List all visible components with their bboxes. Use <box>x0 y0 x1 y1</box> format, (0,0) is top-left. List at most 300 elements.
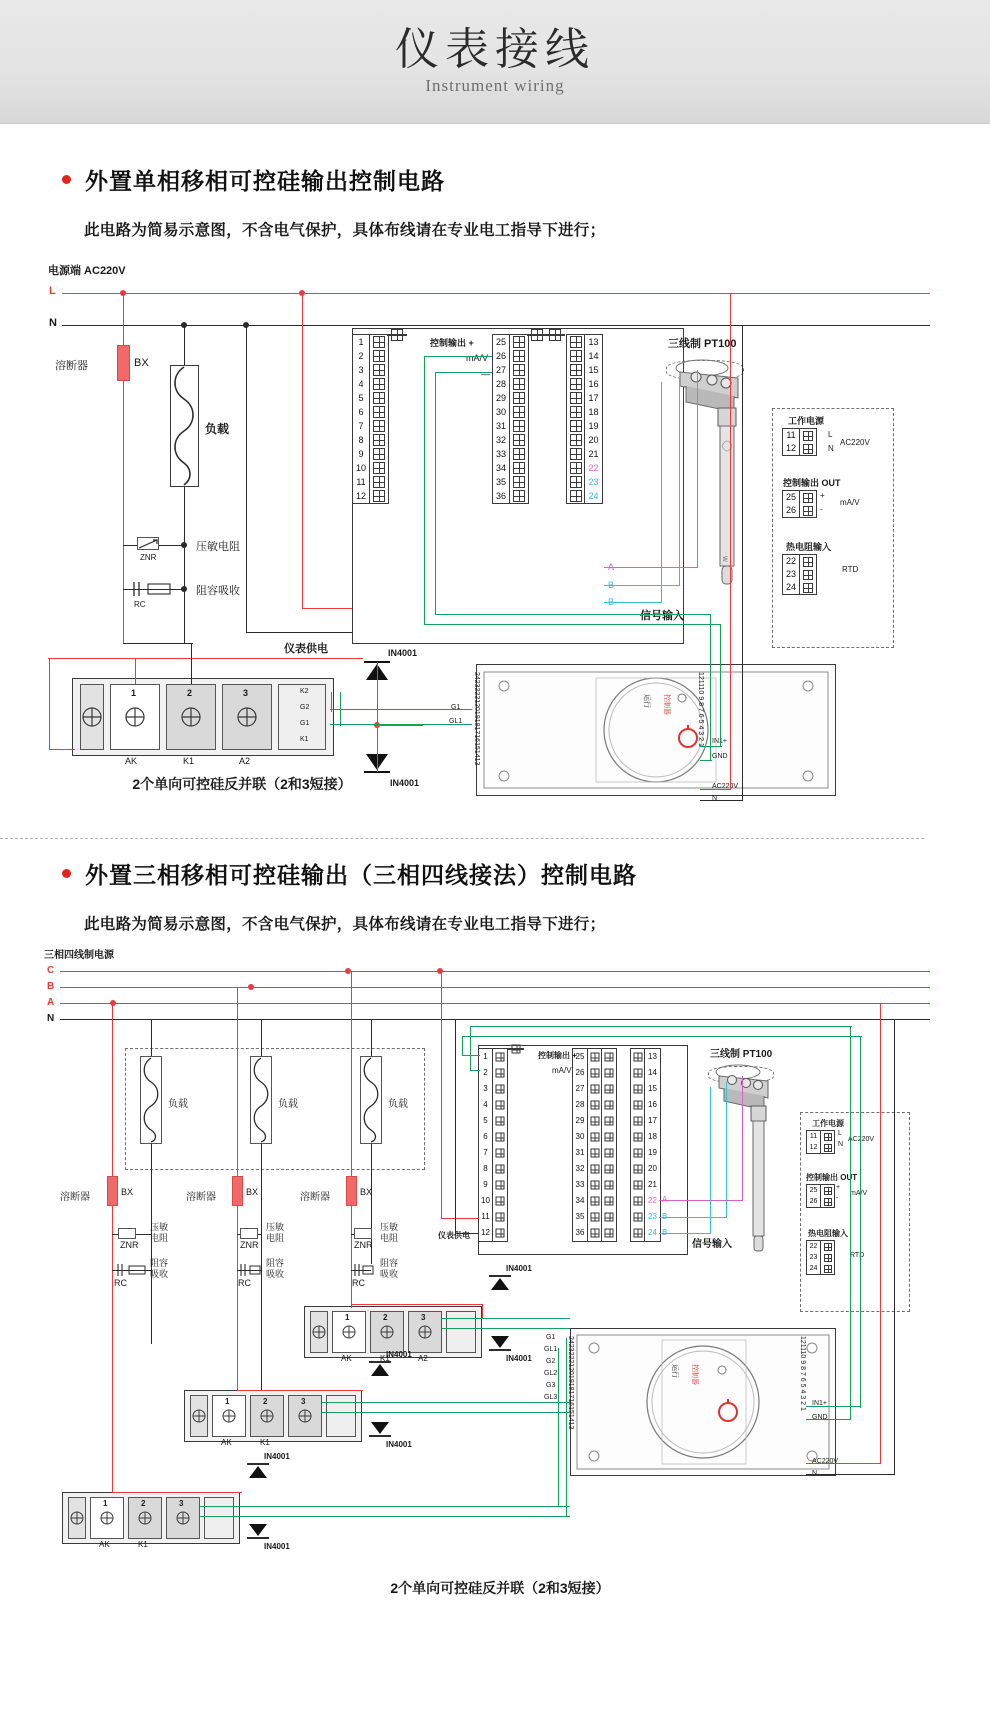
terminal-screw[interactable] <box>602 1145 616 1161</box>
s1-module-gl1: GL1 <box>449 718 463 725</box>
s1-green-out-h <box>424 624 720 625</box>
s1-mod-n-h <box>700 800 743 801</box>
s1-green-out-v <box>424 356 425 624</box>
terminal-screw[interactable] <box>567 489 585 503</box>
terminal-number: 30 <box>573 1129 588 1145</box>
terminal-screw[interactable] <box>370 489 388 503</box>
s2-module-right-scale: 121110 9 8 7 6 5 4 3 2 1 <box>799 1336 806 1411</box>
terminal-screw[interactable] <box>800 581 816 594</box>
s1-fuse-body <box>117 345 130 381</box>
s2-gate-v-a <box>566 1338 567 1516</box>
terminal-screw[interactable] <box>631 1209 645 1225</box>
terminal-screw[interactable] <box>602 1097 616 1113</box>
terminal-screw[interactable] <box>800 568 816 581</box>
s2-rc2-label: 阻容吸收 <box>266 1258 285 1279</box>
terminal-screw[interactable] <box>631 1081 645 1097</box>
s2-rc3-label: 阻容吸收 <box>380 1258 399 1279</box>
terminal-number: 1 <box>353 335 370 349</box>
s2-scr2-k1: K1 <box>260 1438 270 1447</box>
table-row <box>353 475 388 489</box>
s1-b-label-2: B <box>608 597 615 607</box>
table-row <box>353 433 388 447</box>
table-row <box>567 419 602 433</box>
s1-module-g1: G1 <box>451 704 461 711</box>
s2-rc1-label: 阻容吸收 <box>150 1258 169 1279</box>
s1-mod-ac-v <box>730 293 731 790</box>
terminal-number: 33 <box>573 1177 588 1193</box>
terminal-number: 3 <box>479 1081 493 1097</box>
s2-ctrl-out-label: 控制输出 + <box>538 1051 577 1060</box>
s2-rc3-tag: RC <box>352 1278 365 1288</box>
s1-scr-screws <box>80 684 330 750</box>
s1-terminals-right <box>566 334 603 504</box>
s2-diodes-3 <box>244 1460 274 1544</box>
s2-module-in1: IN1+ <box>812 1400 827 1407</box>
terminal-screw[interactable] <box>588 1209 602 1225</box>
s2-scr2-red-top <box>237 1390 363 1391</box>
terminal-number: 11 <box>783 429 800 442</box>
terminal-screw[interactable] <box>493 1145 507 1161</box>
terminal-screw[interactable] <box>567 335 585 349</box>
s1-terminals-left <box>352 334 389 504</box>
s2-scr2-n2: 2 <box>263 1397 268 1406</box>
s1-meter-supply-blk <box>246 325 247 633</box>
s1-legend-minus: - <box>820 505 823 514</box>
s1-pt100-label: 三线制 PT100 <box>668 338 737 350</box>
s2-wire-b1 <box>659 1217 727 1218</box>
terminal-number: 19 <box>648 1148 657 1157</box>
terminal-screw[interactable] <box>602 1081 616 1097</box>
s2-legend-work-power: 工作电源 <box>812 1119 844 1128</box>
s1-diode-top-label: IN4001 <box>388 648 418 658</box>
table-row <box>567 447 602 461</box>
s1-wire-a-v <box>697 370 698 567</box>
s2-load3-label: 负载 <box>388 1099 408 1110</box>
terminal-screw[interactable] <box>510 447 528 461</box>
terminal-number: 36 <box>493 489 510 503</box>
s2-meter-red-h <box>441 1218 479 1219</box>
terminal-number: 28 <box>493 377 510 391</box>
terminal-screw[interactable] <box>370 391 388 405</box>
terminal-screw[interactable] <box>631 1161 645 1177</box>
terminal-screw[interactable] <box>602 1113 616 1129</box>
terminal-screw[interactable] <box>370 447 388 461</box>
terminal-number: 23 <box>648 1212 657 1221</box>
terminal-screw[interactable] <box>588 1049 602 1065</box>
s2-load3-top <box>371 1019 372 1056</box>
table-row <box>493 419 528 433</box>
table-row <box>493 447 528 461</box>
s1-minus-label: — <box>481 369 490 379</box>
terminal-screw[interactable] <box>370 405 388 419</box>
s1-load-top <box>184 325 185 365</box>
terminal-number: 8 <box>479 1161 493 1177</box>
s2-var2-label: 压敏电阻 <box>266 1222 285 1243</box>
s1-b-label-1: B <box>608 580 615 590</box>
s2-fuse3-top <box>351 971 352 1176</box>
s1-wire-b2 <box>604 602 662 603</box>
s2-load2-label: 负载 <box>278 1099 298 1110</box>
s1-legend-plus: + <box>820 491 825 500</box>
s1-wire-a <box>604 567 698 568</box>
terminal-number: 28 <box>573 1097 588 1113</box>
s2-var1-tag: ZNR <box>120 1240 139 1250</box>
terminal-screw[interactable] <box>493 1097 507 1113</box>
s2-scr3-n2: 2 <box>141 1499 146 1508</box>
s2-fuse1-label: 溶断器 <box>60 1192 90 1203</box>
terminal-screw[interactable] <box>631 1193 645 1209</box>
terminal-screw[interactable] <box>821 1252 834 1263</box>
terminal-screw[interactable] <box>631 1129 645 1145</box>
terminal-number: 17 <box>648 1116 657 1125</box>
s1-legend-N: N <box>828 444 834 453</box>
terminal-screw[interactable] <box>510 363 528 377</box>
terminal-screw[interactable] <box>567 461 585 475</box>
s2-gate-5 <box>200 1506 570 1507</box>
s2-fuse3-label: 溶断器 <box>300 1192 330 1203</box>
s2-scr3-k1: K1 <box>138 1540 148 1549</box>
s2-scr1-n3: 3 <box>421 1313 426 1322</box>
terminal-screw[interactable] <box>602 1177 616 1193</box>
terminal-screw[interactable] <box>602 1225 616 1241</box>
terminal-screw[interactable] <box>821 1142 834 1153</box>
terminal-screw[interactable] <box>370 461 388 475</box>
terminal-screw[interactable] <box>588 1225 602 1241</box>
terminal-screw[interactable] <box>567 363 585 377</box>
s1-legend-power-terminals <box>782 428 817 456</box>
s2-pt100-sensor <box>702 1062 802 1284</box>
s2-module-ac: AC220V <box>812 1458 839 1465</box>
s1-varistor-tag: ZNR <box>140 553 157 562</box>
terminal-number: 20 <box>588 435 599 445</box>
terminal-screw[interactable] <box>567 377 585 391</box>
terminal-number: 2 <box>353 349 370 363</box>
terminal-screw[interactable] <box>631 1225 645 1241</box>
terminal-screw[interactable] <box>493 1065 507 1081</box>
s2-meter-blk-h <box>455 1233 479 1234</box>
terminal-screw[interactable] <box>370 377 388 391</box>
terminal-screw[interactable] <box>567 447 585 461</box>
terminal-screw[interactable] <box>510 475 528 489</box>
terminal-screw[interactable] <box>821 1263 834 1274</box>
terminal-screw[interactable] <box>567 419 585 433</box>
table-row <box>353 489 388 503</box>
s2-bus-C <box>60 971 930 972</box>
terminal-screw[interactable] <box>510 419 528 433</box>
s1-scr-side-g1: G1 <box>300 720 310 727</box>
s2-fuse1-top <box>112 1003 113 1176</box>
table-row <box>493 349 528 363</box>
terminal-screw[interactable] <box>602 1129 616 1145</box>
terminal-screw[interactable] <box>588 1129 602 1145</box>
s2-scr3-ak: AK <box>99 1540 110 1549</box>
s2-var2-body <box>240 1228 258 1239</box>
terminal-screw[interactable] <box>588 1177 602 1193</box>
s1-legend-L: L <box>828 430 833 439</box>
s1-power-label: 电源端 AC220V <box>48 265 126 277</box>
terminal-screw[interactable] <box>567 391 585 405</box>
terminal-number: 20 <box>648 1164 657 1173</box>
terminal-screw[interactable] <box>631 1113 645 1129</box>
terminal-screw[interactable] <box>800 429 816 442</box>
s2-scr-note: 2个单向可控硅反并联（2和3短接） <box>390 1580 610 1596</box>
s1-legend-rtd-tag: RTD <box>842 565 859 574</box>
s1-green-2-vb <box>710 614 711 760</box>
terminal-number: 24 <box>807 1263 821 1274</box>
table-row <box>567 433 602 447</box>
s1-scr-num-1: 1 <box>131 688 137 698</box>
terminal-screw[interactable] <box>370 349 388 363</box>
table-row <box>567 349 602 363</box>
s1-snubber-symbol <box>128 580 188 598</box>
s1-gate-gl1 <box>330 724 472 725</box>
s1-scr-blk-h <box>123 643 193 644</box>
s1-phase-L: L <box>49 285 56 297</box>
s2-load1-label: 负载 <box>168 1099 188 1110</box>
terminal-number: 14 <box>648 1068 657 1077</box>
s2-scr3-n3: 3 <box>179 1499 184 1508</box>
terminal-number: 6 <box>479 1129 493 1145</box>
s1-fuse-tag: BX <box>134 357 149 369</box>
s1-fuse-wire-top <box>123 293 124 345</box>
table-row <box>353 349 388 363</box>
s2-green-top2 <box>470 1026 852 1027</box>
s2-wire-b1-v <box>726 1082 727 1217</box>
s1-legend-ctrl-out: 控制输出 OUT <box>783 478 841 488</box>
section2-note: 此电路为简易示意图，不含电气保护，具体布线请在专业电工指导下进行； <box>84 916 606 933</box>
s2-scr1-k1: K1 <box>380 1354 390 1363</box>
terminal-number: 14 <box>588 351 599 361</box>
terminal-number: 25 <box>493 335 510 349</box>
table-row <box>567 335 602 349</box>
terminal-screw[interactable] <box>602 1193 616 1209</box>
section2-heading <box>62 857 637 890</box>
terminal-screw[interactable] <box>800 555 816 568</box>
terminal-screw[interactable] <box>567 349 585 363</box>
s2-scr1-red-v <box>482 1304 483 1318</box>
terminal-screw[interactable] <box>510 335 528 349</box>
terminal-screw[interactable] <box>510 349 528 363</box>
s2-gl2: GL2 <box>544 1370 558 1377</box>
terminal-number: 35 <box>573 1209 588 1225</box>
terminal-screw[interactable] <box>510 377 528 391</box>
s1-load-coil <box>170 365 199 487</box>
terminal-number: 32 <box>573 1161 588 1177</box>
s2-legend-ctrl-out: 控制输出 OUT <box>806 1173 858 1182</box>
terminal-number: 12 <box>783 442 800 455</box>
s2-legend-rtd-tag: RTD <box>850 1252 865 1259</box>
terminal-number: 4 <box>353 377 370 391</box>
terminal-screw[interactable] <box>370 433 388 447</box>
s1-green-2-hb <box>435 614 710 615</box>
s2-load2-top <box>261 1019 262 1056</box>
terminal-number: 27 <box>493 363 510 377</box>
s1-diodes <box>358 658 398 778</box>
s2-module-n: N <box>812 1470 818 1477</box>
s1-scr-label-k1: K1 <box>183 756 195 766</box>
s2-module-top-scale: 242322212019181716151413 <box>567 1336 574 1430</box>
terminal-screw[interactable] <box>370 335 388 349</box>
s1-scr-side-g2: G2 <box>300 704 310 711</box>
terminal-number: 22 <box>783 555 800 568</box>
terminal-screw[interactable] <box>588 1113 602 1129</box>
table-row <box>493 461 528 475</box>
s2-node-c2 <box>437 968 443 974</box>
terminal-number: 11 <box>807 1131 821 1142</box>
terminal-screw[interactable] <box>588 1097 602 1113</box>
terminal-screw[interactable] <box>493 1161 507 1177</box>
terminal-screw[interactable] <box>821 1196 834 1207</box>
s1-scr-red-t1 <box>135 658 136 684</box>
terminal-screw[interactable] <box>631 1065 645 1081</box>
terminal-screw[interactable] <box>493 1193 507 1209</box>
terminal-number: 6 <box>353 405 370 419</box>
terminal-screw[interactable] <box>493 1225 507 1241</box>
s1-meter-supply-blk-h <box>246 632 352 633</box>
s2-load1-coil <box>140 1056 162 1144</box>
s1-meter-supply-red <box>302 293 303 609</box>
terminal-screw[interactable] <box>493 1113 507 1129</box>
s1-green-2-h <box>435 372 492 373</box>
terminal-screw[interactable] <box>493 1129 507 1145</box>
terminal-screw[interactable] <box>567 433 585 447</box>
terminal-screw[interactable] <box>588 1081 602 1097</box>
terminal-screw[interactable] <box>493 1049 507 1065</box>
s1-gate-g1 <box>330 709 472 710</box>
s2-phase-N: N <box>47 1013 55 1024</box>
s1-snubber-label: 阻容吸收 <box>196 585 240 597</box>
terminal-screw[interactable] <box>493 1209 507 1225</box>
s2-diode6-label: IN4001 <box>264 1542 290 1551</box>
s2-scr2-ak: AK <box>221 1438 232 1447</box>
s2-diode4-label: IN4001 <box>386 1440 412 1449</box>
s2-bus-N <box>60 1019 930 1020</box>
s2-module-center-label: 控制器 <box>691 1364 698 1385</box>
terminal-screw[interactable] <box>370 419 388 433</box>
s2-legend-ac: AC220V <box>848 1136 875 1143</box>
terminal-screw[interactable] <box>588 1193 602 1209</box>
terminal-screw[interactable] <box>800 442 816 455</box>
s2-gate-2 <box>442 1328 570 1329</box>
terminal-screw[interactable] <box>567 405 585 419</box>
terminal-screw[interactable] <box>631 1097 645 1113</box>
terminal-screw[interactable] <box>588 1065 602 1081</box>
terminal-screw[interactable] <box>800 504 816 517</box>
terminal-screw[interactable] <box>567 475 585 489</box>
s2-g1: G1 <box>546 1334 556 1341</box>
terminal-screw[interactable] <box>493 1081 507 1097</box>
s1-filler-mid <box>527 334 565 336</box>
terminal-screw[interactable] <box>631 1049 645 1065</box>
terminal-screw[interactable] <box>510 405 528 419</box>
s2-green-left-h2 <box>470 1070 480 1071</box>
s2-var3-label: 压敏电阻 <box>380 1222 399 1243</box>
page-subtitle: Instrument wiring <box>425 75 565 95</box>
terminal-screw[interactable] <box>588 1145 602 1161</box>
table-row <box>567 377 602 391</box>
terminal-screw[interactable] <box>602 1209 616 1225</box>
s2-scr3-n1: 1 <box>103 1499 108 1508</box>
s2-mod-ac-h <box>806 1463 881 1464</box>
terminal-screw[interactable] <box>602 1049 616 1065</box>
s2-fuse1-bot <box>112 1206 113 1506</box>
terminal-number: 1 <box>479 1049 493 1065</box>
table-row <box>567 489 602 503</box>
s2-green-left-h <box>462 1055 480 1056</box>
terminal-number: 34 <box>493 461 510 475</box>
s2-scr1-n1: 1 <box>345 1313 350 1322</box>
s2-meter-blk-v <box>455 1019 456 1234</box>
terminal-screw[interactable] <box>493 1177 507 1193</box>
s1-module-in1: IN1+ <box>712 738 727 745</box>
s2-phase-C: C <box>47 965 55 976</box>
terminal-number: 18 <box>648 1132 657 1141</box>
terminal-number: 31 <box>573 1145 588 1161</box>
terminal-screw[interactable] <box>510 489 528 503</box>
s2-var3-tag: ZNR <box>354 1240 373 1250</box>
s2-meter-power-label: 仪表供电 <box>438 1231 470 1240</box>
s2-scr1-n2: 2 <box>383 1313 388 1322</box>
terminal-screw[interactable] <box>510 461 528 475</box>
s1-green-2-v <box>435 372 436 614</box>
terminal-number: 12 <box>807 1142 821 1153</box>
terminal-number: 23 <box>588 477 599 487</box>
s2-phase-A: A <box>47 997 55 1008</box>
terminal-screw[interactable] <box>602 1065 616 1081</box>
s2-node-b1 <box>248 984 254 990</box>
s2-wire-a-v <box>742 1076 743 1200</box>
s2-controller-drawing <box>570 1328 839 1476</box>
s2-rc2-symbol <box>238 1262 262 1278</box>
terminal-screw[interactable] <box>821 1241 834 1252</box>
s1-module-center-label: 控制器 <box>663 694 670 715</box>
terminal-screw[interactable] <box>800 491 816 504</box>
s2-wire-a <box>659 1200 743 1201</box>
terminal-screw[interactable] <box>631 1177 645 1193</box>
s2-terminals-mid <box>572 1048 617 1242</box>
terminal-number: 9 <box>479 1177 493 1193</box>
terminal-number: 7 <box>353 419 370 433</box>
s2-terminals-right <box>630 1048 661 1242</box>
s1-diode-bottom-label: IN4001 <box>390 778 420 788</box>
s2-var3-body <box>354 1228 372 1239</box>
terminal-screw[interactable] <box>631 1145 645 1161</box>
terminal-screw[interactable] <box>602 1161 616 1177</box>
terminal-number: 9 <box>353 447 370 461</box>
terminal-screw[interactable] <box>370 363 388 377</box>
s2-bus-A <box>60 1003 930 1004</box>
terminal-screw[interactable] <box>588 1161 602 1177</box>
s2-signal-input-label: 信号输入 <box>692 1239 732 1250</box>
terminal-number: 23 <box>807 1252 821 1263</box>
terminal-number: 10 <box>353 461 370 475</box>
s1-scr-label-a2: A2 <box>239 756 251 766</box>
terminal-number: 22 <box>807 1241 821 1252</box>
s1-signal-input-label: 信号输入 <box>640 610 684 622</box>
terminal-screw[interactable] <box>510 391 528 405</box>
s1-fuse-wire-bottom <box>123 381 124 643</box>
terminal-screw[interactable] <box>821 1131 834 1142</box>
s1-varistor-label: 压敏电阻 <box>196 541 240 553</box>
terminal-screw[interactable] <box>821 1185 834 1196</box>
s1-gate-v2 <box>340 692 341 726</box>
terminal-number: 23 <box>783 568 800 581</box>
terminal-screw[interactable] <box>370 475 388 489</box>
terminal-number: 2 <box>479 1065 493 1081</box>
s2-phase-B: B <box>47 981 55 992</box>
s1-module-ac: AC220V <box>712 783 739 790</box>
terminal-screw[interactable] <box>510 433 528 447</box>
